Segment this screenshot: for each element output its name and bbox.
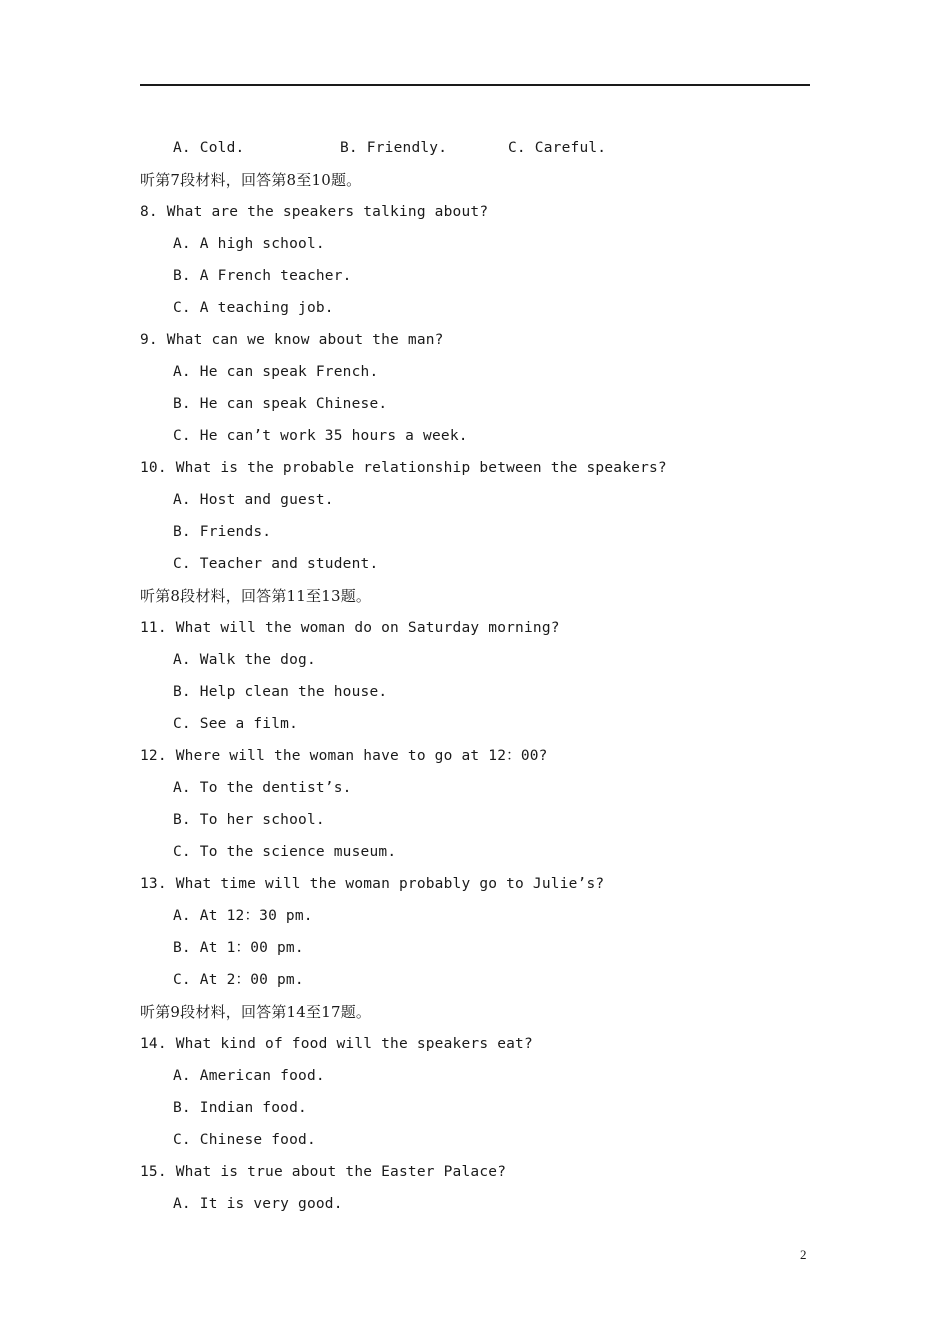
question-9: 9. What can we know about the man? [140, 332, 444, 348]
q11-option-c: C. See a film. [173, 716, 299, 732]
q14-option-b: B. Indian food. [173, 1100, 307, 1116]
q7-options [140, 136, 810, 168]
q9-option-b: B. He can speak Chinese. [173, 396, 388, 412]
q9-option-a: A. He can speak French. [173, 364, 379, 380]
question-14: 14. What kind of food will the speakers eat? [140, 1036, 533, 1052]
q13-option-b: B. At 1：00 pm. [173, 940, 304, 956]
q7-option-b: B. Friendly. [340, 140, 448, 156]
q12-option-b: B. To her school. [173, 812, 325, 828]
q13-option-a: A. At 12：30 pm. [173, 908, 313, 924]
q7-option-a: A. Cold. [173, 140, 245, 156]
section-heading-8: 听第8段材料，回答第11至13题。 [140, 587, 372, 605]
exam-content [140, 136, 810, 1224]
q9-option-c: C. He can’t work 35 hours a week. [173, 428, 468, 444]
q15-option-a: A. It is very good. [173, 1196, 343, 1212]
q14-option-a: A. American food. [173, 1068, 325, 1084]
q8-option-b: B. A French teacher. [173, 268, 352, 284]
question-10: 10. What is the probable relationship between the speakers? [140, 460, 667, 476]
question-12: 12. Where will the woman have to go at 12：00? [140, 748, 548, 764]
question-11: 11. What will the woman do on Saturday morning? [140, 620, 560, 636]
q11-option-a: A. Walk the dog. [173, 652, 316, 668]
section-heading-9: 听第9段材料，回答第14至17题。 [140, 1003, 372, 1021]
q8-option-c: C. A teaching job. [173, 300, 334, 316]
q12-option-c: C. To the science museum. [173, 844, 397, 860]
question-15: 15. What is true about the Easter Palace? [140, 1164, 507, 1180]
q10-option-b: B. Friends. [173, 524, 272, 540]
q10-option-a: A. Host and guest. [173, 492, 334, 508]
q14-option-c: C. Chinese food. [173, 1132, 316, 1148]
q8-option-a: A. A high school. [173, 236, 325, 252]
q11-option-b: B. Help clean the house. [173, 684, 388, 700]
q10-option-c: C. Teacher and student. [173, 556, 379, 572]
section-heading-7: 听第7段材料，回答第8至10题。 [140, 171, 362, 189]
page-number: 2 [800, 1247, 807, 1262]
q13-option-c: C. At 2：00 pm. [173, 972, 304, 988]
question-8: 8. What are the speakers talking about? [140, 204, 489, 220]
q12-option-a: A. To the dentist’s. [173, 780, 352, 796]
q7-option-c: C. Careful. [508, 140, 607, 156]
header-rule [140, 84, 810, 86]
question-13: 13. What time will the woman probably go to Julie’s? [140, 876, 605, 892]
